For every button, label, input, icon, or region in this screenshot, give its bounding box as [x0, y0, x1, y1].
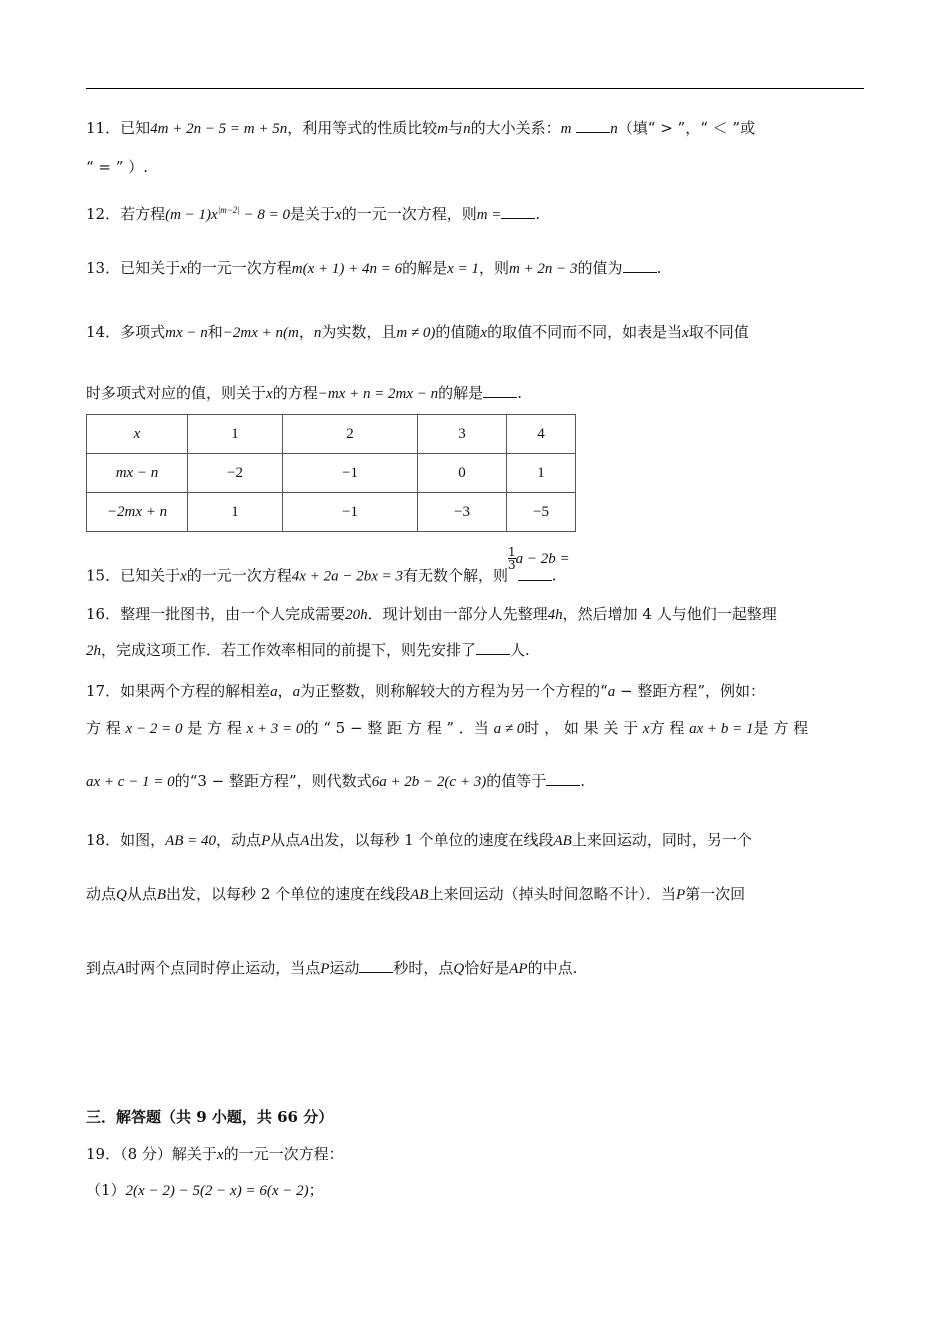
q12-equation: (m − 1)x: [165, 207, 218, 223]
q18-point-p: P: [261, 833, 271, 849]
q16-line2-text: ，完成这项工作．若工作效率相同的前提下，则先安排了: [101, 641, 477, 659]
question-18-line2: [86, 884, 745, 905]
q19-text: 19．（8 分）解关于: [86, 1145, 217, 1163]
table-row: [87, 493, 576, 532]
q11-answer-blank[interactable]: [576, 118, 610, 133]
q14-line2-text: 时多项式对应的值，则关于: [86, 384, 267, 402]
q13-text-mid2: 的解是: [402, 259, 448, 277]
q14-poly2: −2mx + n(m: [222, 325, 299, 341]
table-cell: −3: [418, 493, 507, 532]
q17-line3-text-b: 的值等于: [486, 772, 547, 790]
q14-comma: ，: [298, 323, 314, 341]
q18-line3-text: 到点: [86, 959, 117, 977]
q18-length: AB = 40: [165, 833, 217, 849]
q18-text-c: 从点: [270, 831, 301, 849]
q14-var-x: x: [480, 325, 488, 341]
q16-time3: 2h: [86, 643, 101, 659]
q14-text-mid3: 的取值不同而不同，如表是当: [487, 323, 683, 341]
q13-expression: m + 2n − 3: [508, 261, 578, 277]
q17-line2-text: 方 程: [86, 719, 126, 737]
q18-point-a2: A: [116, 961, 126, 977]
question-16: [86, 604, 777, 625]
q18-line3-text-f: 的中点.: [527, 959, 578, 977]
q17-answer-blank[interactable]: [546, 771, 580, 786]
table-cell: −2: [188, 454, 283, 493]
q15-frac-den: 3: [508, 558, 516, 572]
question-11-cont: [86, 157, 148, 177]
question-14-line2: [86, 383, 522, 404]
q17-text-d: − 整距方程”，例如：: [615, 682, 766, 700]
q18-line2-text-e: 第一次回: [685, 885, 746, 903]
q15-end: .: [551, 566, 557, 585]
q13-answer-blank[interactable]: [623, 258, 657, 273]
q15-answer-blank[interactable]: [518, 566, 552, 581]
q15-text-mid2: 有无数个解，则: [402, 566, 508, 585]
table-header-row: [87, 415, 576, 454]
q16-answer-blank[interactable]: [476, 640, 510, 655]
question-11: [86, 118, 755, 139]
q15-expression: a − 2b =: [515, 550, 570, 567]
question-19-part1: [86, 1180, 324, 1201]
question-19: [86, 1144, 344, 1165]
q11-var-n: n: [463, 121, 471, 137]
value-table: [86, 414, 576, 532]
q14-var-x3: x: [266, 386, 273, 402]
q12-answer-blank[interactable]: [501, 204, 535, 219]
q18-line2-text-d: 上来回运动（掉头时间忽略不计）．当: [428, 885, 676, 903]
q13-equation: m(x + 1) + 4n = 6: [291, 261, 403, 277]
q17-expression: 6a + 2b − 2(c + 3): [371, 774, 487, 790]
q17-line2-text-e: 方 程: [649, 719, 690, 737]
q11-number: 11．: [86, 119, 121, 137]
q11-text-yu: 与: [448, 119, 464, 137]
q17-var-x: x: [642, 721, 650, 737]
q14-number: 14．: [86, 323, 121, 341]
q17-line3-text: 的“3 − 整距方程”，则代数式: [174, 772, 372, 790]
header-rule: [86, 88, 864, 89]
table-cell: −5: [507, 493, 576, 532]
q16-end: 人.: [510, 641, 530, 659]
q17-text-c: 为正整数，则称解较大的方程为另一个方程的“: [300, 682, 608, 700]
q14-var-n: n: [313, 325, 322, 341]
question-17: [86, 681, 765, 702]
q13-end: .: [656, 259, 662, 277]
q18-line3-text-e: 恰好是: [464, 959, 510, 977]
q17-line2-text-c: 的 “ 5 − 整 距 方 程 ” ．当: [303, 719, 494, 737]
q18-text-e: 上来回运动，同时，另一个: [571, 831, 752, 849]
question-18-line3: [86, 958, 577, 979]
question-18: [86, 830, 752, 851]
q15-fraction: [508, 546, 516, 571]
q15-var-x: x: [180, 568, 187, 585]
q14-line2-text-b: 的方程: [272, 384, 318, 402]
table-cell: 1: [188, 415, 283, 454]
q17-eq3: ax + b = 1: [689, 721, 754, 737]
q18-answer-blank[interactable]: [359, 958, 393, 973]
q12-end: .: [535, 205, 541, 223]
q11-equation: 4m + 2n − 5 = m + 5n: [150, 121, 288, 137]
q17-eq4: ax + c − 1 = 0: [86, 774, 175, 790]
q18-point-b: B: [156, 887, 167, 903]
q18-line3-text-b: 时两个点同时停止运动，当点: [125, 959, 321, 977]
q19-text-b: 的一元一次方程：: [223, 1145, 344, 1163]
q11-text-post: 的大小关系：: [470, 119, 561, 137]
q12-text: 若方程: [120, 205, 166, 223]
question-13: [86, 258, 661, 279]
q14-text-mid: 为实数，且: [321, 323, 397, 341]
q16-text-b: ．现计划由一部分人先整理: [367, 605, 548, 623]
section-heading: 三．解答题（共 9 小题，共 66 分）: [86, 1108, 334, 1126]
q18-point-q2: Q: [453, 961, 465, 977]
q18-line2-text: 动点: [86, 885, 117, 903]
question-17-line3: [86, 771, 585, 792]
q17-var-a: a: [270, 684, 278, 700]
q12-equation-end: − 8 = 0: [239, 207, 290, 223]
q13-var-x: x: [180, 261, 187, 277]
q18-point-a: A: [300, 833, 310, 849]
q18-point-p3: P: [320, 961, 330, 977]
q17-end: .: [580, 772, 585, 790]
table-cell: −1: [283, 454, 418, 493]
q14-line2-text-c: 的解是: [438, 384, 484, 402]
q19-sub-number: （1）: [86, 1181, 126, 1199]
q17-var-a2: a: [292, 684, 301, 700]
q16-time1: 20h: [345, 607, 368, 623]
q17-eq1: x − 2 = 0: [125, 721, 183, 737]
table-cell: 2: [283, 415, 418, 454]
q12-ans-label: m =: [476, 207, 502, 223]
q12-number: 12．: [86, 205, 121, 223]
q17-line2-text-b: 是 方 程: [182, 719, 247, 737]
q18-line2-text-c: 出发，以每秒 2 个单位的速度在线段: [166, 885, 411, 903]
table-cell: x: [87, 415, 188, 454]
table-row: [87, 454, 576, 493]
q13-text-mid3: ，则: [478, 259, 509, 277]
q18-segment-ab: AB: [553, 833, 572, 849]
table-cell: 4: [507, 415, 576, 454]
q18-text-d: 出发，以每秒 1 个单位的速度在线段: [309, 831, 554, 849]
q11-text: 已知: [120, 119, 151, 137]
table-cell: 1: [507, 454, 576, 493]
q11-text-mid: ，利用等式的性质比较: [287, 119, 438, 137]
q19-var-x: x: [216, 1147, 224, 1163]
question-14: [86, 322, 749, 343]
q18-segment-ap: AP: [509, 961, 528, 977]
q18-point-p2: P: [675, 887, 686, 903]
q15-frac-num: 1: [508, 545, 516, 559]
q18-line3-text-c: 运动: [329, 959, 360, 977]
q18-point-q: Q: [116, 887, 127, 903]
q11-var-m: m: [437, 121, 449, 137]
table-cell: 0: [418, 454, 507, 493]
q14-text-post: 取不同值: [688, 323, 749, 341]
table-cell: 3: [418, 415, 507, 454]
q19-equation: 2(x − 2) − 5(2 − x) = 6(x − 2): [125, 1183, 309, 1199]
q11-n: n: [610, 121, 618, 137]
q17-line2-text-f: 是 方 程: [753, 719, 809, 737]
q14-text-he: 和: [207, 323, 223, 341]
q14-text: 多项式: [120, 323, 166, 341]
q17-text: 17．如果两个方程的解相差: [86, 682, 271, 700]
q14-equation: −mx + n = 2mx − n: [317, 386, 439, 402]
q12-var-x: x: [335, 207, 342, 223]
q12-text-mid: 是关于: [290, 205, 336, 223]
q15-text: 已知关于: [120, 566, 181, 585]
q17-condition: a ≠ 0: [493, 721, 525, 737]
table-cell: 1: [188, 493, 283, 532]
q16-text-c: ，然后增加 4 人与他们一起整理: [562, 605, 777, 623]
q12-text-post: 的一元一次方程，则: [341, 205, 477, 223]
q12-exponent: |m−2|: [217, 205, 240, 215]
q13-solution: x = 1: [447, 261, 479, 277]
table-cell: −1: [283, 493, 418, 532]
q14-text-mid2: 的值随: [435, 323, 481, 341]
q18-segment-ab2: AB: [410, 887, 429, 903]
q11-cont-text: “ = ” ）.: [86, 158, 148, 176]
q13-number: 13．: [86, 259, 121, 277]
question-17-line2: [86, 718, 808, 739]
question-16-line2: [86, 640, 530, 661]
question-12: [86, 200, 540, 225]
table-cell: mx − n: [87, 454, 188, 493]
q14-var-x2: x: [682, 325, 689, 341]
q17-var-a3: a: [607, 684, 616, 700]
q18-line3-text-d: 秒时，点: [393, 959, 454, 977]
q13-text-post: 的值为: [577, 259, 623, 277]
q14-answer-blank[interactable]: [483, 383, 517, 398]
q18-text: 18．如图，: [86, 831, 166, 849]
q15-text-mid: 的一元一次方程: [186, 566, 292, 585]
q11-m: m: [560, 121, 572, 137]
q14-end: .: [517, 384, 522, 402]
q16-time2: 4h: [547, 607, 563, 623]
q16-text: 16．整理一批图书，由一个人完成需要: [86, 605, 346, 623]
table-cell: −2mx + n: [87, 493, 188, 532]
q15-number: 15．: [86, 566, 121, 585]
q15-equation: 4x + 2a − 2bx = 3: [291, 568, 403, 585]
q13-text-mid: 的一元一次方程: [186, 259, 292, 277]
q13-text: 已知关于: [120, 259, 181, 277]
q17-line2-text-d: 时 ， 如 果 关 于: [524, 719, 643, 737]
q19-end: ；: [308, 1181, 324, 1199]
q18-text-b: ，动点: [216, 831, 262, 849]
q17-eq2: x + 3 = 0: [246, 721, 304, 737]
question-15: [86, 545, 570, 589]
q11-options: （填“ > ”，“ ＜ ”或: [617, 119, 756, 137]
q18-line2-text-b: 从点: [126, 885, 157, 903]
q14-condition: m ≠ 0): [396, 325, 436, 341]
q17-text-b: ，: [277, 682, 293, 700]
q14-poly1: mx − n: [165, 325, 208, 341]
